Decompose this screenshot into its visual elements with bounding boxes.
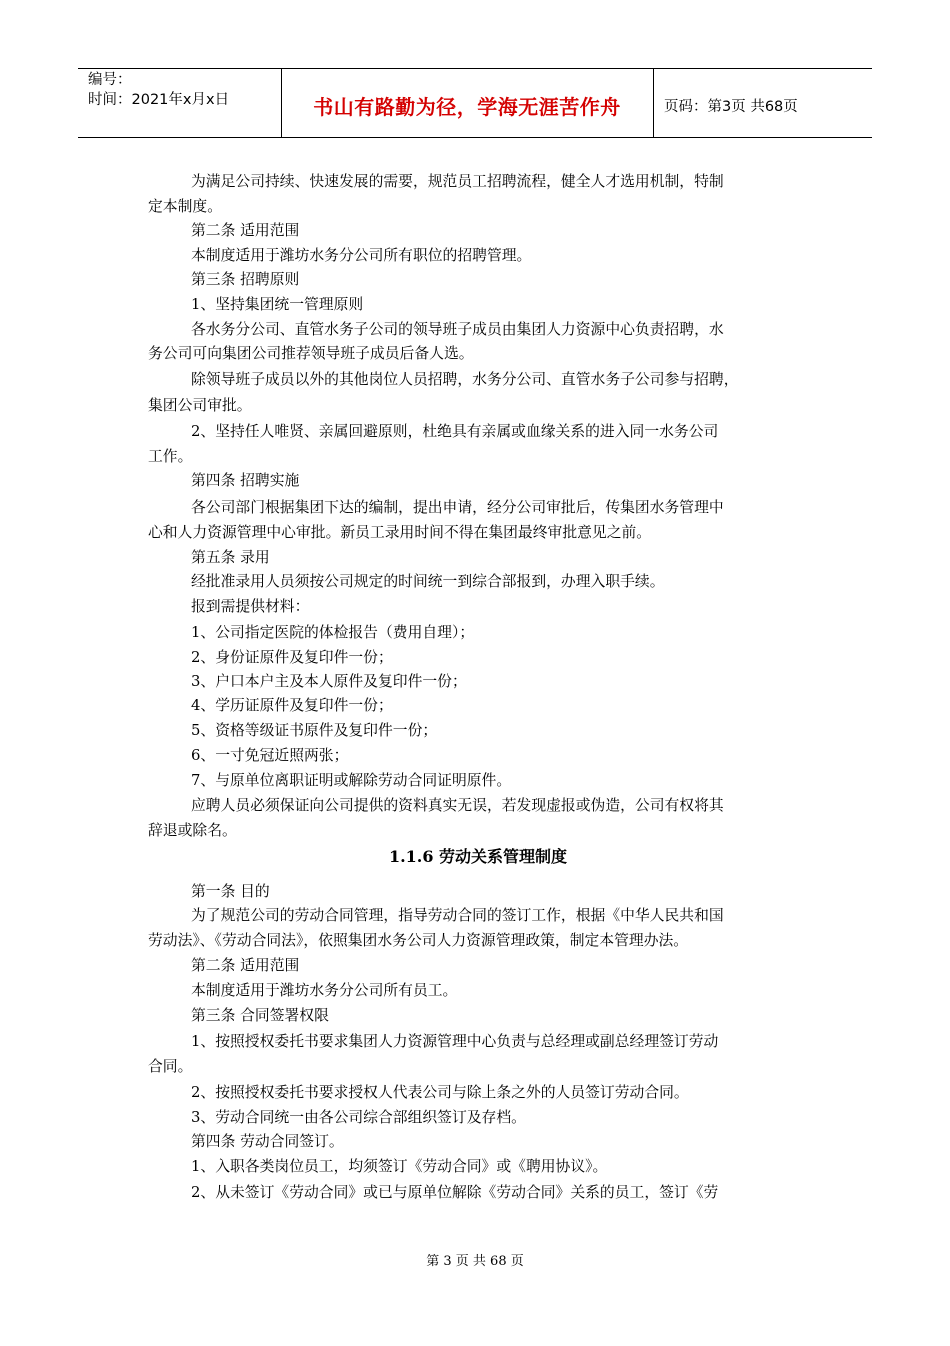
paragraph-line: 工作。: [148, 448, 193, 465]
paragraph-line: 集团公司审批。: [148, 397, 252, 414]
header-motto: 书山有路勤为径，学海无涯苦作舟: [313, 95, 621, 119]
list-item: 6、一寸免冠近照两张；: [191, 747, 349, 764]
header-meta-cell: [78, 69, 282, 137]
paragraph-line: 报到需提供材料：: [191, 598, 310, 615]
list-item: 7、与原单位离职证明或解除劳动合同证明原件。: [191, 772, 512, 789]
paragraph-line: 各公司部门根据集团下达的编制，提出申请，经分公司审批后，传集团水务管理中: [191, 499, 724, 516]
article-heading: 第一条 目的: [191, 883, 270, 900]
paragraph-line: 1、坚持集团统一管理原则: [191, 296, 364, 313]
article-heading: 第四条 劳动合同签订。: [191, 1133, 344, 1150]
article-heading: 第五条 录用: [191, 549, 270, 566]
list-item: 3、户口本户主及本人原件及复印件一份；: [191, 673, 467, 690]
list-item: 2、身份证原件及复印件一份；: [191, 649, 393, 666]
article-heading: 第三条 合同签署权限: [191, 1007, 329, 1024]
paragraph-line: 为满足公司持续、快速发展的需要，规范员工招聘流程，健全人才选用机制，特制: [191, 173, 724, 190]
article-heading: 第二条 适用范围: [191, 957, 300, 974]
list-item: 4、学历证原件及复印件一份；: [191, 697, 393, 714]
paragraph-line: 1、按照授权委托书要求集团人力资源管理中心负责与总经理或副总经理签订劳动: [191, 1033, 719, 1050]
header-page-info: 页码：第3页 共68页: [664, 99, 798, 115]
paragraph-line: 为了规范公司的劳动合同管理，指导劳动合同的签订工作，根据《中华人民共和国: [191, 907, 724, 924]
paragraph-line: 2、坚持任人唯贤、亲属回避原则，杜绝具有亲属或血缘关系的进入同一水务公司: [191, 423, 719, 440]
paragraph-line: 除领导班子成员以外的其他岗位人员招聘，水务分公司、直管水务子公司参与招聘，: [191, 371, 739, 388]
paragraph-line: 3、劳动合同统一由各公司综合部组织签订及存档。: [191, 1109, 526, 1126]
paragraph-line: 劳动法》、《劳动合同法》，依照集团水务公司人力资源管理政策，制定本管理办法。: [148, 932, 689, 949]
paragraph-line: 应聘人员必须保证向公司提供的资料真实无误，若发现虚报或伪造，公司有权将其: [191, 797, 724, 814]
paragraph-line: 1、入职各类岗位员工，均须签订《劳动合同》或《聘用协议》。: [191, 1158, 608, 1175]
header-page-cell: [654, 69, 872, 137]
header-motto-cell: [281, 69, 654, 137]
paragraph-line: 定本制度。: [148, 198, 222, 215]
paragraph-line: 本制度适用于潍坊水务分公司所有员工。: [191, 982, 458, 999]
paragraph-line: 本制度适用于潍坊水务分公司所有职位的招聘管理。: [191, 247, 532, 264]
document-code-label: 编号：: [88, 72, 132, 88]
paragraph-line: 经批准录用人员须按公司规定的时间统一到综合部报到，办理入职手续。: [191, 573, 665, 590]
document-time-label: 时间：2021年x月x日: [88, 92, 230, 108]
page-footer: 第 3 页 共 68 页: [426, 1254, 524, 1269]
paragraph-line: 合同。: [148, 1058, 193, 1075]
paragraph-line: 2、从未签订《劳动合同》或已与原单位解除《劳动合同》关系的员工，签订《劳: [191, 1184, 719, 1201]
paragraph-line: 2、按照授权委托书要求授权人代表公司与除上条之外的人员签订劳动合同。: [191, 1084, 689, 1101]
paragraph-line: 务公司可向集团公司推荐领导班子成员后备人选。: [148, 345, 474, 362]
section-heading: 1.1.6 劳动关系管理制度: [388, 847, 568, 866]
article-heading: 第四条 招聘实施: [191, 472, 300, 489]
paragraph-line: 心和人力资源管理中心审批。新员工录用时间不得在集团最终审批意见之前。: [148, 524, 652, 541]
paragraph-line: 辞退或除名。: [148, 822, 237, 839]
list-item: 1、公司指定医院的体检报告（费用自理）；: [191, 624, 475, 641]
paragraph-line: 各水务分公司、直管水务子公司的领导班子成员由集团人力资源中心负责招聘，水: [191, 321, 724, 338]
list-item: 5、资格等级证书原件及复印件一份；: [191, 722, 438, 739]
page-header: [78, 68, 872, 138]
article-heading: 第二条 适用范围: [191, 222, 300, 239]
article-heading: 第三条 招聘原则: [191, 271, 300, 288]
